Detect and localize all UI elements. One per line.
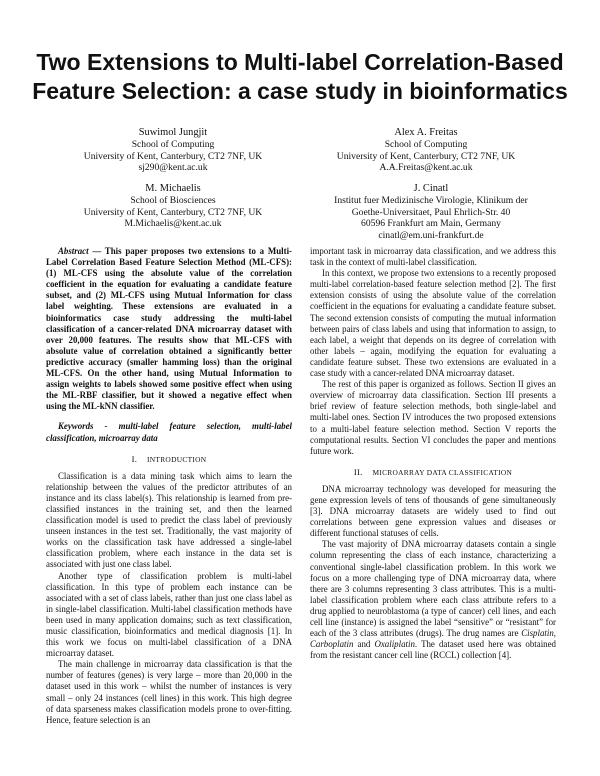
author-dept: School of Computing — [131, 139, 215, 150]
section-heading-microarray — [310, 467, 556, 478]
left-column — [46, 246, 292, 726]
microarray-paragraph-2 — [310, 539, 556, 661]
intro-paragraph-5: The rest of this paper is organized as follows. Section II gives an overview of microarray data classification. Section III presents a brief review of feature selection methods, both single-label and multi-label ones. Section IV introduces the two proposed extensions to a multi-label feature selection method. Section V reports the computational results. Section VI concludes the paper and mentions future work. — [310, 379, 556, 456]
drug-name: Carboplatin — [310, 639, 354, 650]
author-email: A.A.Freitas@kent.ac.uk — [379, 162, 473, 174]
drug-name: Cisplatin — [521, 628, 554, 639]
author-affiliation: University of Kent, Canterbury, CT2 7NF, UK — [83, 150, 263, 162]
intro-paragraph-4: In this context, we propose two extensions to a recently proposed multi-label correlation-based feature selection method [2]. The first extension consists of using the absolute value of the correlation coefficient in the equations for evaluating a candidate feature subset. The second extension consists of computing the mutual information between pairs of class labels and using that information to assign, to each label, a weight that depends on its degree of correlation with other labels – again, modifying the equation for evaluating a candidate feature subset. These two extensions are evaluated in a case study with a cancer-related DNA microarray dataset. — [310, 268, 556, 379]
paper-title: Two Extensions to Multi-label Correlation-Based Feature Selection: a case study in bioinformatics — [32, 49, 568, 104]
author-name: M. Michaelis — [145, 183, 201, 194]
author-block-4 — [306, 182, 556, 241]
separator: and — [353, 639, 375, 650]
abstract-label: Abstract — [58, 246, 89, 256]
author-name: J. Cinatl — [413, 183, 449, 194]
intro-paragraph-2: Another type of classification problem is multi-label classification. In this type of problem each instance can be associated with a set of class labels, rather than just one class label as in single-label classification. Multi-label classification methods have been used in many application domains; such as text classification, music classification, bioinformatics and medical diagnosis [1]. In this work we focus on multi-label classification of a DNA microarray dataset. — [46, 570, 292, 659]
keywords: Keywords - multi-label feature selection, multi-label classification, microarray data — [46, 421, 292, 443]
author-name: Suwimol Jungjit — [138, 127, 208, 138]
author-affiliation: University of Kent, Canterbury, CT2 7NF, UK — [83, 206, 263, 218]
author-email: cinatl@em.uni-frankfurt.de — [378, 229, 484, 241]
intro-paragraph-3-continued: important task in microarray data classification, and we address this task in the context of multi-label classification. — [310, 246, 556, 268]
section-title: MICROARRAY DATA CLASSIFICATION — [372, 467, 513, 477]
section-number: I. — [131, 453, 138, 464]
intro-paragraph-3: The main challenge in microarray data classification is that the number of features (genes) is very large – more than 20,000 in the dataset used in this work – whilst the number of instances is very small – only 24 instances (cell lines) in this work. This high degree of data sparseness makes classification models prone to over-fitting. Hence, feature selection is an — [46, 659, 292, 725]
author-name: Alex A. Freitas — [394, 127, 458, 138]
author-block-1 — [53, 126, 293, 174]
abstract-text: — This paper proposes two extensions to a Multi-Label Correlation Based Feature Selection Method (ML-CFS): (1) ML-CFS using the absolute value of the correlation coefficient in the equation for evaluating a candidate feature subset, and (2) ML-CFS using Mutual Information for class label weighting. These extensions are evaluated in a bioinformatics case study addressing the multi-label classification of a cancer-related DNA microarray dataset with over 20,000 features. The results show that ML-CFS with absolute value of correlation obtained a significantly better predictive accuracy (smaller hamming loss) than the original ML-CFS. On the other hand, using Mutual Information to assign weights to labels showed some positive effect when using the ML-RBF classifier, but it showed a negative effect when using the ML-kNN classifier. — [46, 246, 292, 412]
author-affiliation: Goethe-Universitaet, Paul Ehrlich-Str. 40 — [351, 206, 511, 218]
author-email: M.Michaelis@kent.ac.uk — [124, 218, 222, 230]
microarray-text-end: . The dataset used here was obtained from the resistant cancer cell line (RCCL) collection [4]. — [310, 639, 556, 661]
author-dept: School of Computing — [384, 139, 468, 150]
section-number: II. — [353, 466, 363, 477]
author-dept: Institut fuer Medizinische Virologie, Klinikum der — [334, 195, 528, 206]
abstract — [46, 246, 292, 412]
separator: , — [553, 628, 556, 639]
author-email: sj290@kent.ac.uk — [138, 162, 208, 174]
intro-paragraph-1: Classification is a data mining task which aims to learn the relationship between the values of the predictor attributes of an instance and its class label(s). This relationship is learned from pre-classified instances in the training set, and then the learned classification model is used to predict the class label of previously unseen instances in the test set. Traditionally, the vast majority of works on the classification task have addressed a single-label classification problem, where each instance in the data set is associated with just one class label. — [46, 470, 292, 570]
microarray-text: The vast majority of DNA microarray datasets contain a single column representing the class of each instance, characterizing a conventional single-label classification problem. In this work we focus on a more challenging type of DNA microarray data, where there are 3 columns representing 3 class attributes. This is a multi-label classification problem where each class attribute refers to a drug applied to neuroblastoma (a type of cancer) cell lines, and each cell line (instance) is assigned the label “sensitive” or “resistant” for each of the 3 class attributes (drugs). The drug names are — [310, 539, 556, 639]
author-dept: School of Biosciences — [130, 195, 216, 206]
author-block-3 — [53, 182, 293, 230]
drug-name: Oxaliplatin — [374, 639, 415, 650]
author-block-2 — [306, 126, 546, 174]
section-title: INTRODUCTION — [146, 454, 207, 464]
author-affiliation-2: 60596 Frankfurt am Main, Germany — [361, 218, 501, 230]
right-column — [310, 246, 556, 661]
microarray-paragraph-1: DNA microarray technology was developed for measuring the gene expression levels of tens of thousands of gene simultaneously [3]. DNA microarray datasets are widely used to find out correlations between gene expression values and diseases or different functional statuses of cells. — [310, 483, 556, 539]
author-affiliation: University of Kent, Canterbury, CT2 7NF, UK — [336, 150, 516, 162]
section-heading-introduction — [46, 454, 292, 465]
